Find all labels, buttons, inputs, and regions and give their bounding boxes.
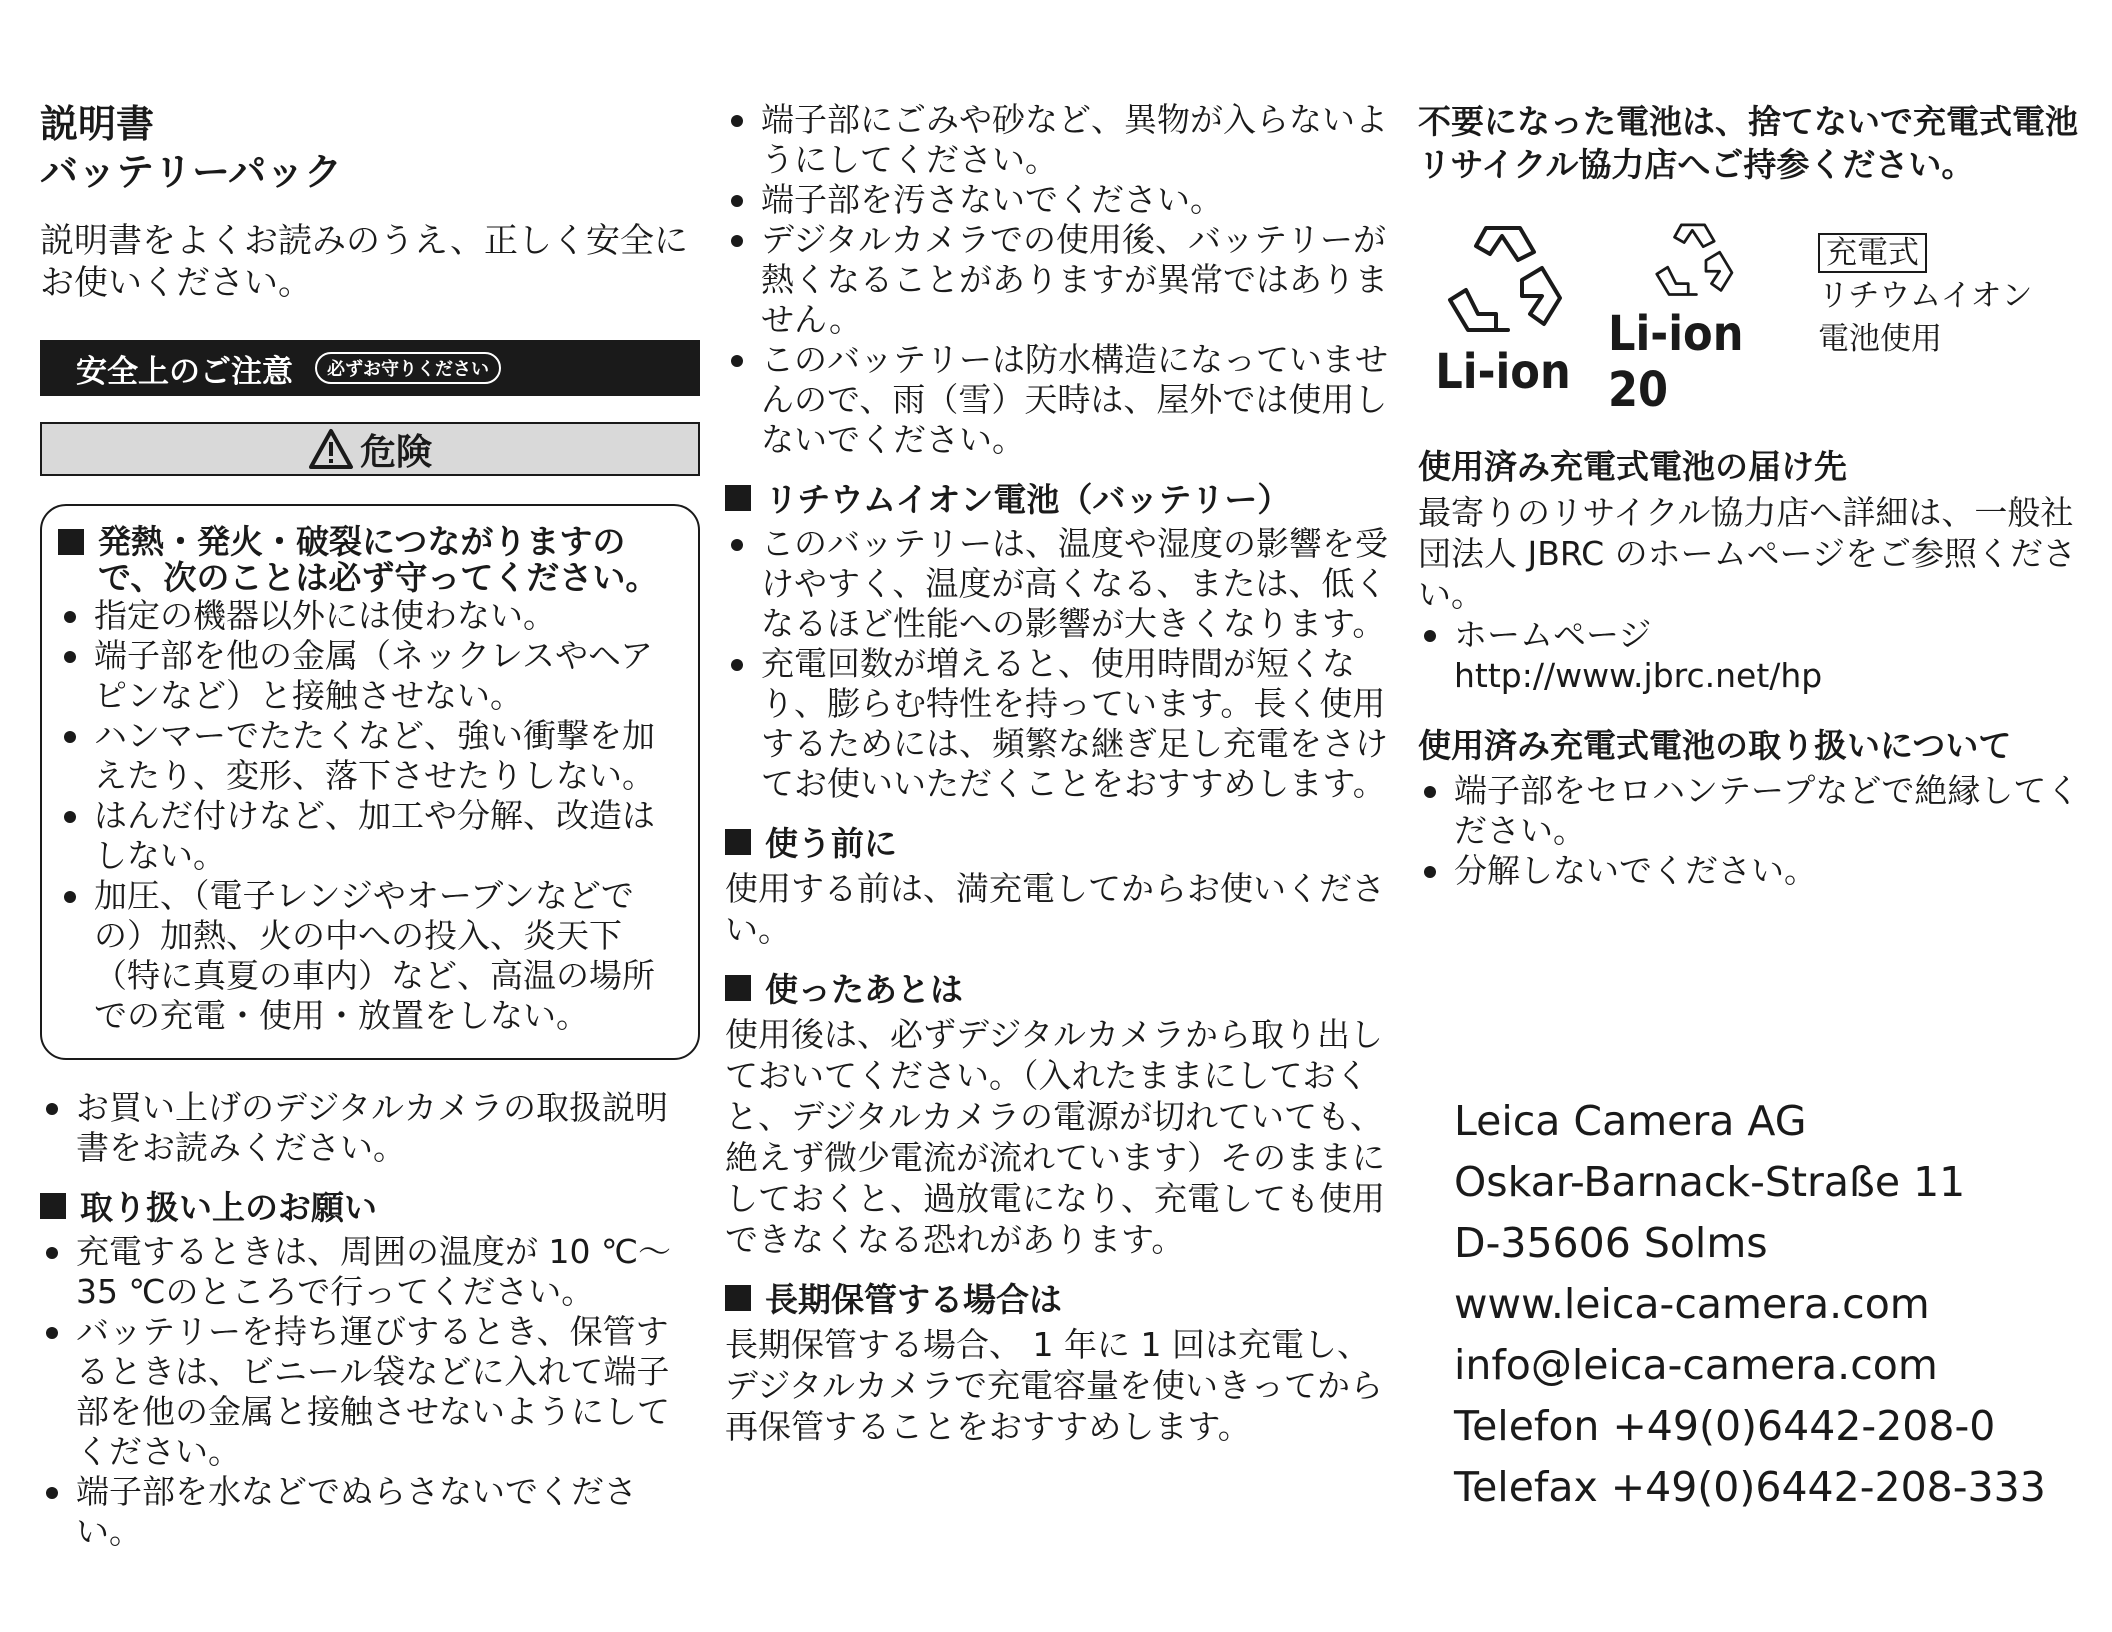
liion-label: Li-ion bbox=[1435, 344, 1571, 400]
square-bullet-icon bbox=[58, 529, 84, 555]
square-bullet-icon bbox=[725, 1285, 751, 1311]
list-item: ハンマーでたたくなど、強い衝撃を加えたり、変形、落下させたりしない。 bbox=[58, 716, 682, 796]
handling-heading: 取り扱い上のお願い bbox=[40, 1188, 700, 1228]
square-bullet-icon bbox=[725, 829, 751, 855]
fax: Telefax +49(0)6442-208-333 bbox=[1454, 1463, 2046, 1511]
recycle-icon bbox=[1628, 218, 1758, 300]
terminal-care-list bbox=[725, 100, 1401, 460]
column-1 bbox=[40, 100, 700, 1552]
list-item: 端子部を他の金属（ネックレスやヘアピンなど）と接触させない。 bbox=[58, 636, 682, 716]
list-item: 充電するときは、周囲の温度が 10 ℃〜 35 ℃のところで行ってください。 bbox=[40, 1232, 700, 1312]
company-name: Leica Camera AG bbox=[1454, 1097, 1807, 1145]
homepage-list bbox=[1418, 615, 2098, 655]
before-use-text: 使用する前は、満充電してからお使いください。 bbox=[725, 869, 1385, 949]
rechargeable-label-block bbox=[1818, 232, 2033, 418]
homepage-url: http://www.jbrc.net/hp bbox=[1454, 656, 1823, 695]
warning-list bbox=[58, 596, 682, 1036]
danger-warning-box bbox=[40, 504, 700, 1060]
list-item: 充電回数が増えると、使用時間が短くなり、膨らむ特性を持っています。長く使用するためには、頻繁な継ぎ足し充電をさけてお使いいただくことをおすすめします。 bbox=[725, 644, 1401, 804]
long-storage-heading: 長期保管する場合は bbox=[725, 1280, 1401, 1320]
must-follow-pill: 必ずお守りください bbox=[315, 352, 501, 384]
before-use-heading: 使う前に bbox=[725, 824, 1401, 864]
website: www.leica-camera.com bbox=[1454, 1280, 1930, 1328]
liion-list bbox=[725, 524, 1401, 804]
list-item: 端子部を汚さないでください。 bbox=[725, 180, 1401, 220]
company-address bbox=[1418, 1091, 2098, 1518]
battery-use-text: 電池使用 bbox=[1818, 321, 1942, 357]
liion20-recycle-logo bbox=[1608, 218, 1778, 418]
lithium-ion-text: リチウムイオン bbox=[1818, 278, 2033, 314]
danger-bar bbox=[40, 422, 700, 476]
rechargeable-box: 充電式 bbox=[1818, 233, 1927, 273]
destination-text: 最寄りのリサイクル協力店へ詳細は、一般社団法人 JBRC のホームページをご参照ください。 bbox=[1418, 493, 2077, 614]
warning-heading: 発熱・発火・破裂につながりますので、次のことは必ず守ってください。 bbox=[58, 524, 682, 596]
street-address: Oskar-Barnack-Straße 11 bbox=[1454, 1158, 1966, 1206]
square-bullet-icon bbox=[725, 485, 751, 511]
intro-text: 説明書をよくお読みのうえ、正しく安全にお使いください。 bbox=[40, 221, 689, 303]
safety-precautions-bar bbox=[40, 340, 700, 396]
long-storage-text: 長期保管する場合、 1 年に 1 回は充電し、デジタルカメラで充電容量を使いきってから再保管することをおすすめします。 bbox=[725, 1325, 1384, 1446]
square-bullet-icon bbox=[725, 975, 751, 1001]
square-bullet-icon bbox=[40, 1193, 66, 1219]
doc-subtitle: バッテリーパック bbox=[40, 150, 343, 194]
list-item: このバッテリーは、温度や湿度の影響を受けやすく、温度が高くなる、または、低くなるほど性能への影響が大きくなります。 bbox=[725, 524, 1401, 644]
list-item: 加圧、（電子レンジやオーブンなどでの）加熱、火の中への投入、炎天下（特に真夏の車内）など、高温の場所での充電・使用・放置をしない。 bbox=[58, 876, 682, 1036]
email: info@leica-camera.com bbox=[1454, 1341, 1938, 1389]
list-item: ホームページ bbox=[1418, 615, 2098, 655]
list-item: 指定の機器以外には使わない。 bbox=[58, 596, 682, 636]
warning-triangle-icon bbox=[308, 428, 354, 470]
recycle-logos bbox=[1418, 218, 2098, 418]
after-use-heading: 使ったあとは bbox=[725, 970, 1401, 1010]
liion20-label: Li-ion 20 bbox=[1608, 306, 1744, 418]
list-item: お買い上げのデジタルカメラの取扱説明書をお読みください。 bbox=[40, 1088, 700, 1168]
destination-heading: 使用済み充電式電池の届け先 bbox=[1418, 447, 1847, 486]
safety-label: 安全上のご注意 bbox=[76, 353, 293, 390]
after-use-text: 使用後は、必ずデジタルカメラから取り出しておいてください。（入れたままにしておくと、デジタルカメラの電源が切れていても、絶えず微少電流が流れています）そのままにしておくと、過放電になり、充電しても使用できなくなる恐れがあります。 bbox=[725, 1015, 1385, 1259]
list-item: デジタルカメラでの使用後、バッテリーが熱くなることがありますが異常ではありません。 bbox=[725, 220, 1401, 340]
list-item: 端子部をセロハンテープなどで絶縁してください。 bbox=[1418, 771, 2098, 851]
list-item: はんだ付けなど、加工や分解、改造はしない。 bbox=[58, 796, 682, 876]
used-battery-handling-heading: 使用済み充電式電池の取り扱いについて bbox=[1418, 726, 2012, 765]
liion-heading: リチウムイオン電池（バッテリー） bbox=[725, 480, 1401, 520]
city-address: D-35606 Solms bbox=[1454, 1219, 1768, 1267]
handling-list bbox=[40, 1232, 700, 1552]
list-item: 端子部を水などでぬらさないでください。 bbox=[40, 1472, 700, 1552]
list-item: バッテリーを持ち運びするとき、保管するときは、ビニール袋などに入れて端子部を他の金属と接触させないようにしてください。 bbox=[40, 1312, 700, 1472]
phone: Telefon +49(0)6442-208-0 bbox=[1454, 1402, 1996, 1450]
manual-note-list bbox=[40, 1088, 700, 1168]
recycle-icon bbox=[1438, 218, 1568, 338]
liion-recycle-logo bbox=[1418, 218, 1588, 418]
used-battery-handling-list bbox=[1418, 771, 2098, 891]
doc-title: 説明書 bbox=[40, 102, 155, 146]
list-item: 端子部にごみや砂など、異物が入らないようにしてください。 bbox=[725, 100, 1401, 180]
danger-label: 危険 bbox=[359, 431, 432, 473]
recycle-notice: 不要になった電池は、捨てないで充電式電池リサイクル協力店へご持参ください。 bbox=[1418, 102, 2078, 184]
list-item: 分解しないでください。 bbox=[1418, 851, 2098, 891]
list-item: このバッテリーは防水構造になっていませんので、雨（雪）天時は、屋外では使用しないでください。 bbox=[725, 340, 1401, 460]
column-2 bbox=[725, 100, 1401, 1447]
column-3 bbox=[1418, 100, 2098, 1518]
